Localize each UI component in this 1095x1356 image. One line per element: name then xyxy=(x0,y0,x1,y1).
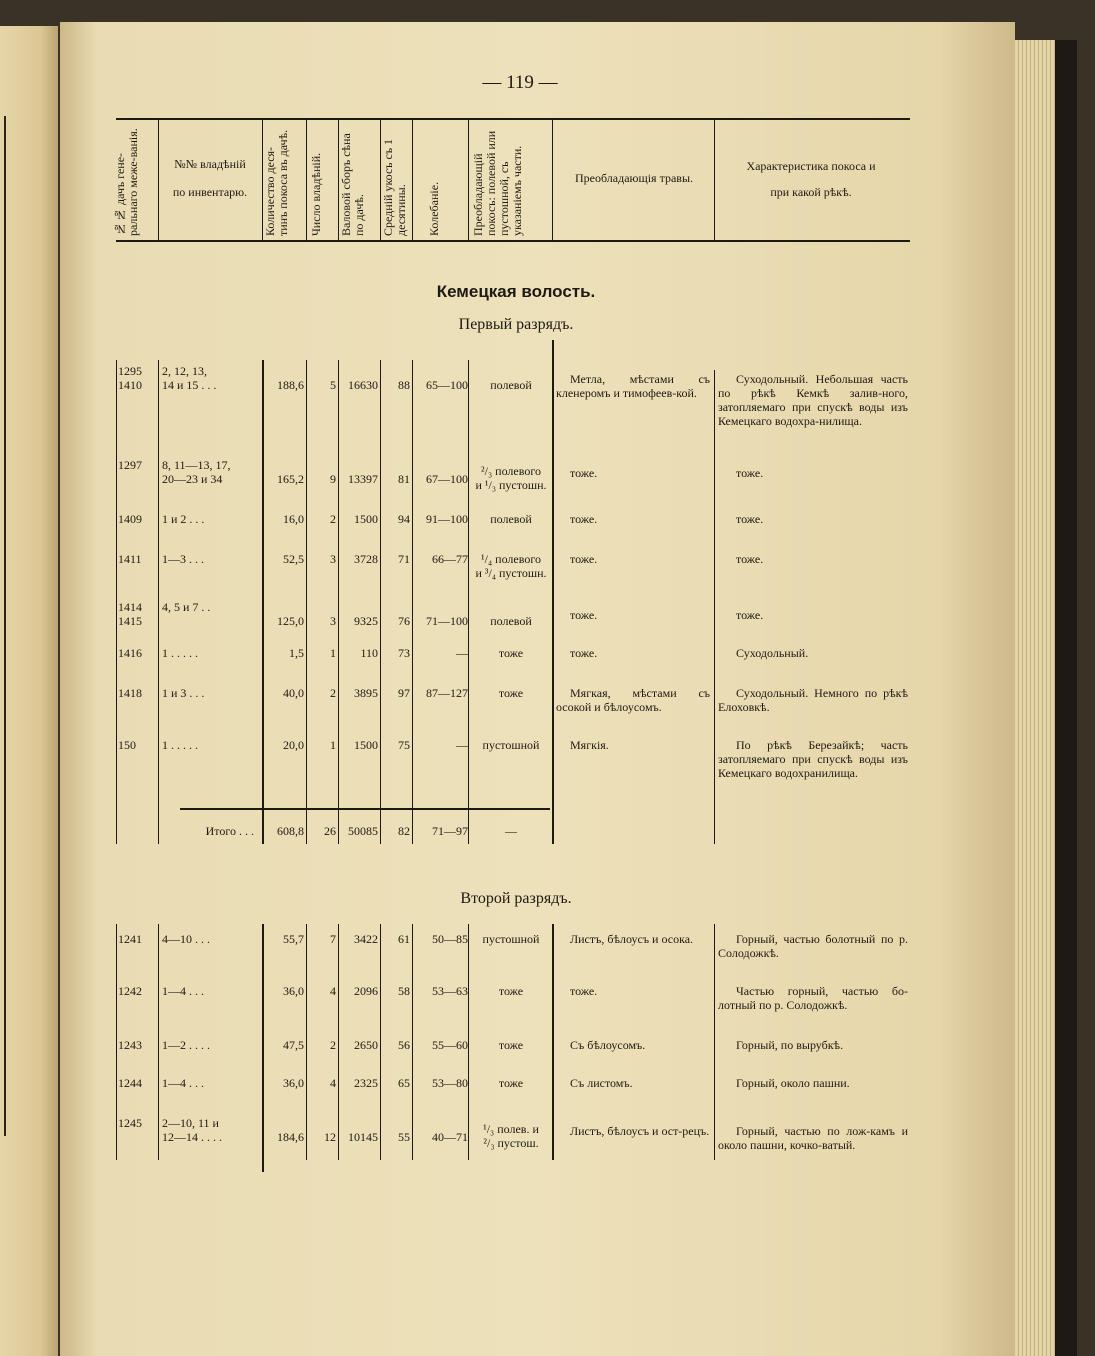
cell-ukos: 97 xyxy=(398,686,410,700)
cell-dacha: 1414 1415 xyxy=(118,600,142,628)
cell-sbor: 10145 xyxy=(348,1130,378,1144)
cell-desyat: 36,0 xyxy=(283,1076,304,1090)
cell-pokos: тоже xyxy=(498,1076,524,1090)
cell-pokos: тоже xyxy=(498,1038,524,1052)
cell-koleb: 65—100 xyxy=(426,378,468,392)
cell-chislo: 4 xyxy=(330,1076,336,1090)
cell-vlad: 2—10, 11 и 12—14 . . . . xyxy=(162,1116,222,1144)
header-koleb: Колебаніе. xyxy=(427,181,441,236)
cell-ukos: 81 xyxy=(398,472,410,486)
cell-char: Суходольный. Немного по рѣкѣ Елоховкѣ. xyxy=(718,686,908,714)
cell-pokos: ¹/₃ полев. и ²/₃ пустош. xyxy=(483,1122,539,1150)
cell-chislo: 1 xyxy=(330,646,336,660)
cell-dacha: 1244 xyxy=(118,1076,142,1090)
cell-desyat: 55,7 xyxy=(283,932,304,946)
cell-ukos: 61 xyxy=(398,932,410,946)
cell-pokos: пустошной xyxy=(482,738,540,752)
cell-travy: тоже. xyxy=(570,608,598,622)
cell-dacha: 1411 xyxy=(118,552,142,566)
cell-vlad: 4, 5 и 7 . . xyxy=(162,600,211,614)
cell-pokos: ¹/₄ полевого и ³/₄ пустошн. xyxy=(475,552,547,580)
cell-desyat: 184,6 xyxy=(277,1130,304,1144)
cell-dacha: 1242 xyxy=(118,984,142,998)
volost-title: Кемецкая волость. xyxy=(436,282,596,301)
cell-sbor: 9325 xyxy=(354,614,378,628)
total-chislo: 26 xyxy=(324,824,336,838)
cell-vlad: 1—4 . . . xyxy=(162,1076,204,1090)
cell-desyat: 52,5 xyxy=(283,552,304,566)
cell-char: тоже. xyxy=(736,552,764,566)
cell-sbor: 13397 xyxy=(348,472,378,486)
header-desyatin: Количество деся-тинъ покоса въ дачѣ. xyxy=(263,129,290,236)
cell-travy: Листъ, бѣлоусъ и осока. xyxy=(570,932,694,946)
cell-sbor: 2325 xyxy=(354,1076,378,1090)
cell-ukos: 71 xyxy=(398,552,410,566)
cell-desyat: 47,5 xyxy=(283,1038,304,1052)
cell-vlad: 2, 12, 13, 14 и 15 . . . xyxy=(162,364,217,392)
cell-dacha: 1416 xyxy=(118,646,142,660)
cell-char: тоже. xyxy=(736,608,764,622)
cell-dacha: 1241 xyxy=(118,932,142,946)
cell-desyat: 188,6 xyxy=(277,378,304,392)
cell-chislo: 7 xyxy=(330,932,336,946)
header-sbor: Валовой сборъ сѣна по дачѣ. xyxy=(339,133,366,236)
cell-koleb: 53—80 xyxy=(432,1076,468,1090)
cell-travy: Съ бѣлоусомъ. xyxy=(570,1038,646,1052)
cell-koleb: 91—100 xyxy=(426,512,468,526)
left-page-edge xyxy=(0,26,58,1356)
section1-title: Первый разрядъ. xyxy=(458,316,574,333)
header-char-1: Характеристика покоса и xyxy=(746,159,876,173)
header-travy: Преобладающія травы. xyxy=(574,171,694,185)
cell-travy: тоже. xyxy=(570,646,598,660)
cell-travy: Мягкія. xyxy=(570,738,609,752)
cell-char: Частью горный, частью бо-лотный по р. Солодожкѣ. xyxy=(718,984,908,1012)
cell-desyat: 16,0 xyxy=(283,512,304,526)
cell-sbor: 1500 xyxy=(354,512,378,526)
total-koleb: 71—97 xyxy=(432,824,468,838)
cell-ukos: 88 xyxy=(398,378,410,392)
cell-pokos: тоже xyxy=(498,686,524,700)
cell-travy: Съ листомъ. xyxy=(570,1076,633,1090)
cell-vlad: 4—10 . . . xyxy=(162,932,210,946)
cell-ukos: 58 xyxy=(398,984,410,998)
table-top-rule xyxy=(116,118,910,120)
cell-sbor: 3895 xyxy=(354,686,378,700)
cell-desyat: 40,0 xyxy=(283,686,304,700)
cell-char: Горный, частью болотный по р. Солодожкѣ. xyxy=(718,932,908,960)
cell-vlad: 1—4 . . . xyxy=(162,984,204,998)
section2-title: Второй разрядъ. xyxy=(460,890,572,907)
cell-chislo: 2 xyxy=(330,686,336,700)
cell-desyat: 165,2 xyxy=(277,472,304,486)
cell-travy: Мягкая, мѣстами съ осокой и бѣлоусомъ. xyxy=(556,686,710,714)
cell-chislo: 1 xyxy=(330,738,336,752)
cell-koleb: — xyxy=(456,646,468,660)
cell-pokos: пустошной xyxy=(482,932,540,946)
cell-ukos: 75 xyxy=(398,738,410,752)
cell-desyat: 1,5 xyxy=(289,646,304,660)
header-bottom-rule xyxy=(116,240,910,242)
cell-dacha: 1418 xyxy=(118,686,142,700)
cell-vlad: 1—2 . . . . xyxy=(162,1038,210,1052)
cell-chislo: 9 xyxy=(330,472,336,486)
cell-koleb: 50—85 xyxy=(432,932,468,946)
cell-koleb: 67—100 xyxy=(426,472,468,486)
cell-chislo: 2 xyxy=(330,512,336,526)
cell-travy: Метла, мѣстами съ кленеромъ и тимофеев-кой. xyxy=(556,372,710,400)
total-rule xyxy=(180,808,550,810)
cell-char: тоже. xyxy=(736,466,764,480)
cell-sbor: 3422 xyxy=(354,932,378,946)
cell-ukos: 94 xyxy=(398,512,410,526)
cell-char: По рѣкѣ Березайкѣ; часть затопляемаго при спускѣ воды изъ Кемецкаго водохранилища. xyxy=(718,738,908,780)
cell-ukos: 56 xyxy=(398,1038,410,1052)
total-label: Итого . . . xyxy=(205,824,254,838)
cell-chislo: 4 xyxy=(330,984,336,998)
cell-char: Суходольный. Небольшая часть по рѣкѣ Кемкѣ залив-ного, затопляемаго при спускѣ воды изъ Кемецкаго водохра-нилища. xyxy=(718,372,908,428)
cell-sbor: 2096 xyxy=(354,984,378,998)
cell-vlad: 8, 11—13, 17, 20—23 и 34 xyxy=(162,458,231,486)
cell-pokos: ²/₃ полевого и ¹/₃ пустошн. xyxy=(475,464,547,492)
cell-dacha: 1243 xyxy=(118,1038,142,1052)
cell-vlad: 1—3 . . . xyxy=(162,552,204,566)
header-pokos: Преобладающій покосъ: полевой или пустошной, съ указаніемъ части. xyxy=(471,130,524,236)
cell-dacha: 1245 xyxy=(118,1116,142,1130)
cell-travy: тоже. xyxy=(570,512,598,526)
header-vlad-1: №№ владѣній xyxy=(174,157,246,171)
cell-chislo: 5 xyxy=(330,378,336,392)
cell-pokos: полевой xyxy=(490,378,532,392)
cell-sbor: 3728 xyxy=(354,552,378,566)
total-desyat: 608,8 xyxy=(277,824,304,838)
cell-travy: Листъ, бѣлоусъ и ост-рецъ. xyxy=(570,1124,710,1138)
total-pokos: — xyxy=(505,824,517,838)
cell-char: Горный, около пашни. xyxy=(736,1076,850,1090)
cell-ukos: 65 xyxy=(398,1076,410,1090)
cell-koleb: — xyxy=(456,738,468,752)
cell-ukos: 55 xyxy=(398,1130,410,1144)
page-number: — 119 — xyxy=(482,72,558,93)
cell-pokos: полевой xyxy=(490,512,532,526)
cell-chislo: 2 xyxy=(330,1038,336,1052)
total-ukos: 82 xyxy=(398,824,410,838)
cell-char: Горный, частью по лож-камъ и около пашни, кочко-ватый. xyxy=(718,1124,908,1152)
cell-travy: тоже. xyxy=(570,552,598,566)
cell-pokos: тоже xyxy=(498,646,524,660)
cell-sbor: 110 xyxy=(360,646,378,660)
cell-dacha: 150 xyxy=(118,738,136,752)
cell-chislo: 3 xyxy=(330,614,336,628)
cell-dacha: 1297 xyxy=(118,458,142,472)
cell-vlad: 1 . . . . . xyxy=(162,738,198,752)
cell-ukos: 76 xyxy=(398,614,410,628)
cell-char: Суходольный. xyxy=(736,646,809,660)
cell-desyat: 125,0 xyxy=(277,614,304,628)
header-vlad-2: по инвентарю. xyxy=(172,185,248,199)
cell-sbor: 1500 xyxy=(354,738,378,752)
cell-vlad: 1 . . . . . xyxy=(162,646,198,660)
header-ukos: Средній укосъ съ 1 десятины. xyxy=(381,138,408,236)
cell-pokos: тоже xyxy=(498,984,524,998)
cell-dacha: 1409 xyxy=(118,512,142,526)
cell-koleb: 71—100 xyxy=(426,614,468,628)
header-chislo: Число владѣній. xyxy=(309,152,323,236)
cell-koleb: 66—77 xyxy=(432,552,468,566)
cell-sbor: 16630 xyxy=(348,378,378,392)
total-sbor: 50085 xyxy=(348,824,378,838)
book-cover xyxy=(1055,40,1077,1356)
cell-koleb: 87—127 xyxy=(426,686,468,700)
cell-vlad: 1 и 2 . . . xyxy=(162,512,205,526)
cell-koleb: 55—60 xyxy=(432,1038,468,1052)
cell-koleb: 53—63 xyxy=(432,984,468,998)
header-dacha: №№ дачъ гене-ральнаго меже-ванія. xyxy=(113,128,140,236)
cell-ukos: 73 xyxy=(398,646,410,660)
cell-desyat: 36,0 xyxy=(283,984,304,998)
cell-char: Горный, по вырубкѣ. xyxy=(736,1038,844,1052)
cell-char: тоже. xyxy=(736,512,764,526)
cell-desyat: 20,0 xyxy=(283,738,304,752)
cell-chislo: 12 xyxy=(324,1130,336,1144)
cell-travy: тоже. xyxy=(570,984,598,998)
cell-sbor: 2650 xyxy=(354,1038,378,1052)
cell-travy: тоже. xyxy=(570,466,598,480)
cell-koleb: 40—71 xyxy=(432,1130,468,1144)
cell-dacha: 1295 1410 xyxy=(118,364,142,392)
cell-chislo: 3 xyxy=(330,552,336,566)
header-char-2: при какой рѣкѣ. xyxy=(770,185,852,199)
cell-vlad: 1 и 3 . . . xyxy=(162,686,205,700)
cell-pokos: полевой xyxy=(490,614,532,628)
